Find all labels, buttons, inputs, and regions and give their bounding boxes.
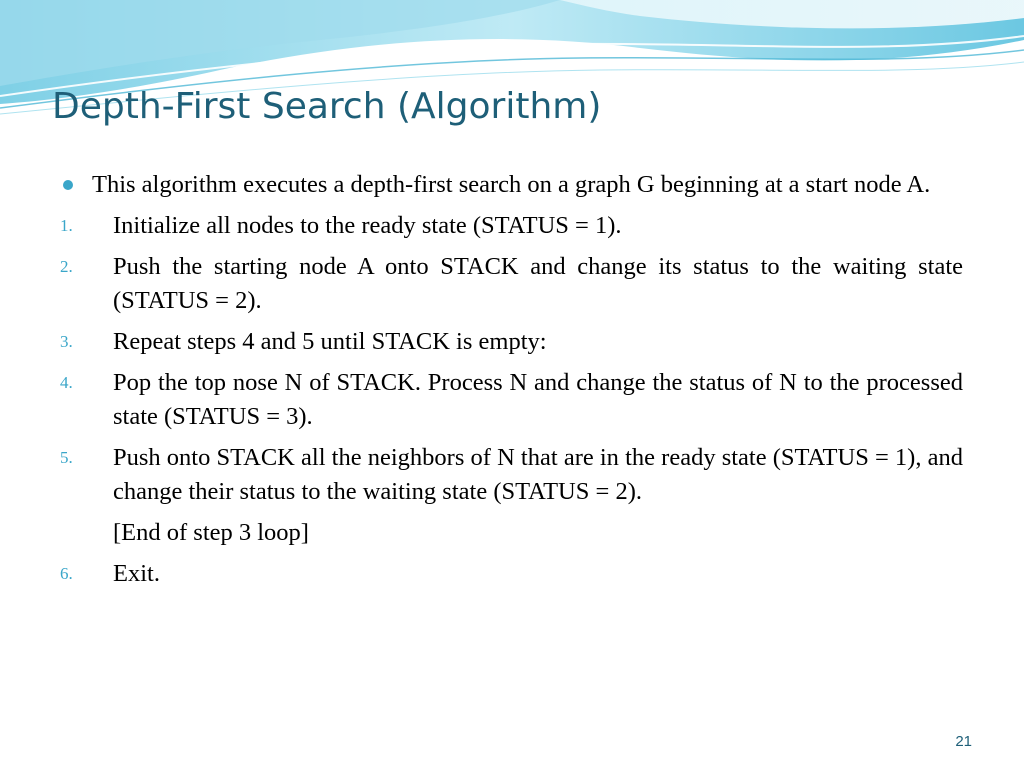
step-text: Exit.: [113, 560, 160, 587]
step-item-4: [60, 366, 963, 434]
intro-text: This algorithm executes a depth-first search on a graph G beginning at a start node A.: [92, 171, 931, 198]
step-item-3: [60, 325, 963, 359]
step-item-6: [60, 557, 963, 591]
slide-content: [60, 168, 963, 598]
step-item-1: [60, 209, 963, 243]
step-number: 3.: [60, 332, 73, 351]
loop-end-note: [60, 516, 963, 550]
page-number: 21: [955, 733, 972, 750]
step-number: 5.: [60, 448, 73, 467]
step-text: [End of step 3 loop]: [113, 519, 309, 546]
step-text: Pop the top nose N of STACK. Process N and change the status of N to the processed state (STATUS = 3).: [113, 369, 963, 430]
slide-title: Depth-First Search (Algorithm): [52, 86, 602, 127]
intro-paragraph: [60, 168, 963, 202]
step-number: 1.: [60, 216, 73, 235]
step-text: Repeat steps 4 and 5 until STACK is empty:: [113, 328, 547, 355]
step-text: Push the starting node A onto STACK and change its status to the waiting state (STATUS = 2).: [113, 253, 963, 314]
bullet-dot-icon: [63, 180, 73, 190]
step-number: 2.: [60, 257, 73, 276]
step-item-2: [60, 250, 963, 318]
step-text: Push onto STACK all the neighbors of N that are in the ready state (STATUS = 1), and change their status to the waiting state (STATUS = 2).: [113, 444, 963, 505]
step-number: 4.: [60, 373, 73, 392]
step-text: Initialize all nodes to the ready state (STATUS = 1).: [113, 212, 622, 239]
step-item-5: [60, 441, 963, 509]
step-number: 6.: [60, 564, 73, 583]
